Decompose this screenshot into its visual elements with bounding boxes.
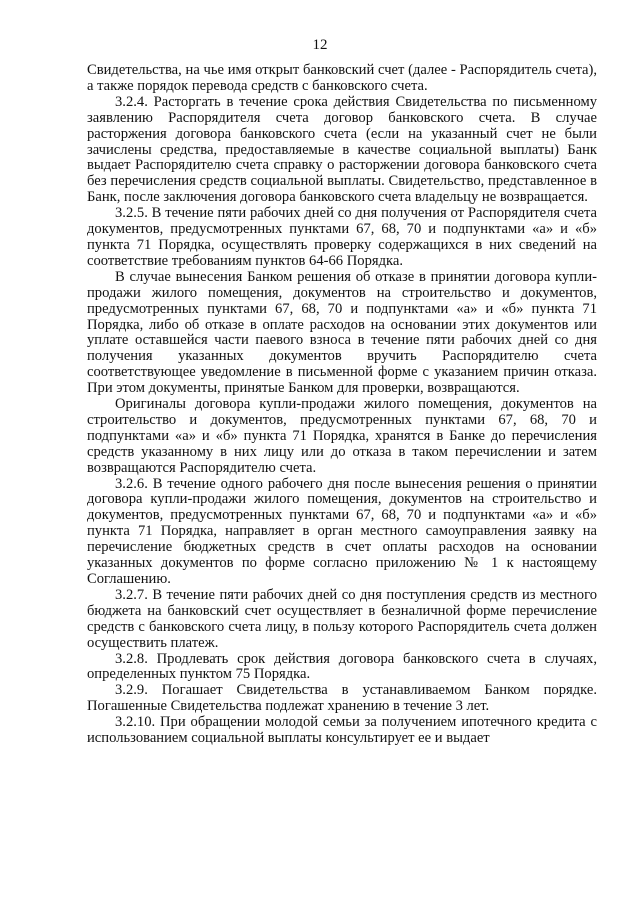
page-number: 12 [312,37,328,53]
paragraph-originals: Оригиналы договора купли-продажи жилого помещения, документов на строительство и документов, предусмотренных пунктами 67, 68, 70 и подпунктами «а» и «б» пункта 71 Порядка, хранятся в Банке до перечисления средств указанному в них лицу или до отказа в таком перечислении и затем возвращаются Распорядителю счета. [87,396,597,476]
paragraph-3-2-9: 3.2.9. Погашает Свидетельства в устанавливаемом Банком порядке. Погашенные Свидетельства подлежат хранению в течение 3 лет. [87,682,597,715]
paragraph-3-2-8: 3.2.8. Продлевать срок действия договора банковского счета в случаях, определенных пунктом 75 Порядка. [87,650,597,683]
paragraph-3-2-6: 3.2.6. В течение одного рабочего дня после вынесения решения о принятии договора купли-продажи жилого помещения, документов на строительство и документов, предусмотренных пунктами 67, 68, 70 и подпунктами «а» и «б» пункта 71 Порядка, направляет в орган местного самоуправления заявку на перечисление бюджетных средств в счет оплаты расходов на основании указанных документов по форме согласно приложению № 1 к настоящему Соглашению. [87,475,597,587]
paragraph-refusal-case: В случае вынесения Банком решения об отказе в принятии договора купли-продажи жилого помещения, документов на строительство и документов, предусмотренных пунктами 67, 68, 70 и подпунктами «а» и «б» пункта 71 Порядка, либо об отказе в оплате расходов на основании этих документов или уплате оставшейся части паевого взноса в течение пяти рабочих дней со дня получения указанных документов вручить Распорядителю счета соответствующее уведомление в письменной форме с указанием причин отказа. При этом документы, принятые Банком для проверки, возвращаются. [87,268,597,397]
paragraph-3-2-4: 3.2.4. Расторгать в течение срока действия Свидетельства по письменному заявлению Распорядителя счета договор банковского счета. В случае расторжения договора банковского счета (если на указанный счет не были зачислены средства, предоставляемые в качестве социальной выплаты) Банк выдает Распорядителю счета справку о расторжении договора банковского счета без перечисления средств социальной выплаты. Свидетельство, представленное в Банк, после заключения договора банковского счета владельцу не возвращается. [87,93,597,206]
paragraph-3-2-7: 3.2.7. В течение пяти рабочих дней со дня поступления средств из местного бюджета на банковский счет осуществляет в безналичной форме перечисление средств с банковского счета лицу, в пользу которого Распорядитель счета должен осуществить платеж. [87,586,597,651]
paragraph-3-2-5: 3.2.5. В течение пяти рабочих дней со дня получения от Распорядителя счета документов, предусмотренных пунктами 67, 68, 70 и подпунктами «а» и «б» пункта 71 Порядка, осуществлять проверку содержащихся в них сведений на соответствие требованиям пунктов 64-66 Порядка. [87,205,597,269]
paragraph-3-2-10: 3.2.10. При обращении молодой семьи за получением ипотечного кредита с использованием социальной выплаты консультирует ее и выдает [87,714,597,747]
document-body [87,63,597,747]
paragraph-continuation: Свидетельства, на чье имя открыт банковский счет (далее - Распорядитель счета), а также порядок перевода средств с банковского счета. [87,62,597,94]
